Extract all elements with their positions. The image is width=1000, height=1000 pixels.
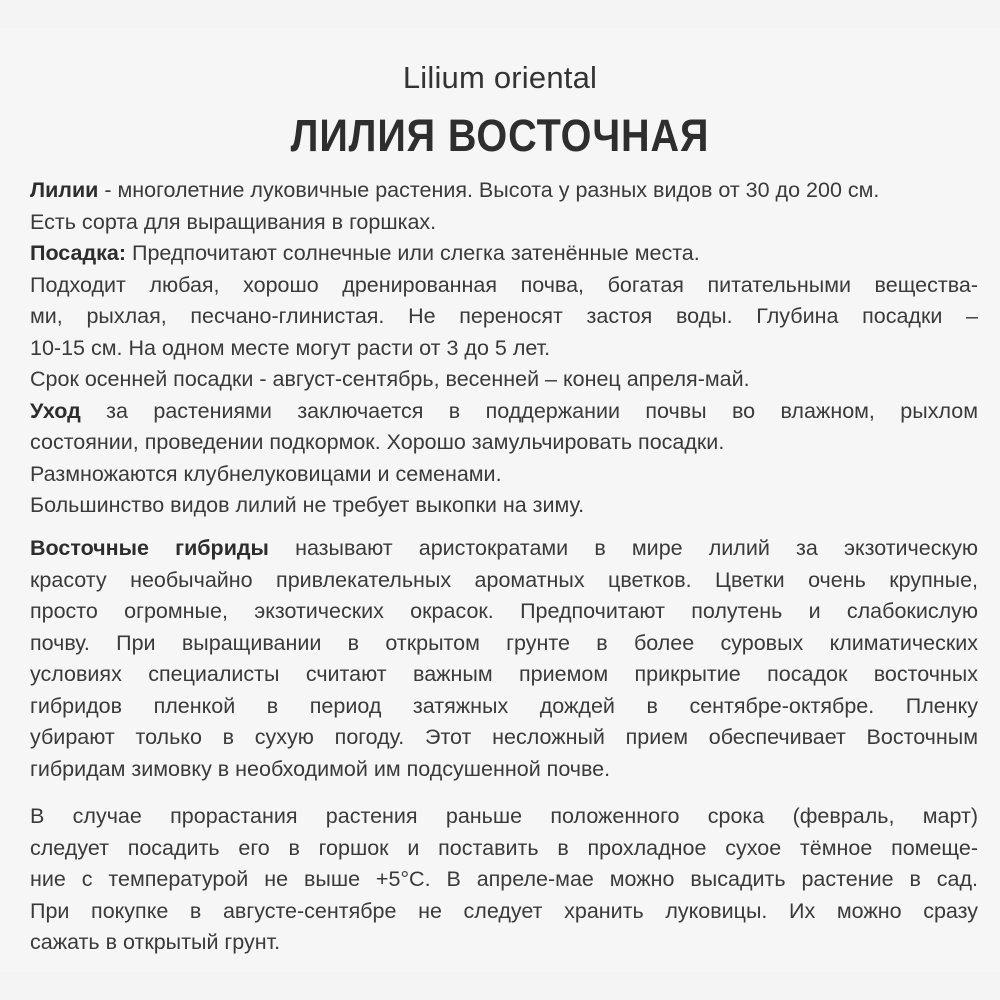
paragraph-line [30,175,978,207]
paragraph-line: состоянии, проведении подкормок. Хорошо замульчировать посадки. [30,430,725,454]
paragraph-line [30,238,978,270]
paragraph-line: убирают только в сухую погоду. Этот несложный прием обеспечивает Восточным [30,725,978,749]
paragraph-line: Большинство видов лилий не требует выкопки на зиму. [30,493,585,517]
paragraph-line: почву. При выращивании в открытом грунте в более суровых климатических [30,630,978,655]
posadka-label: Посадка: [30,241,127,265]
text-span: называют аристократами в мире лилий за экзотическую [268,536,978,560]
early-sprouting-section [30,801,978,959]
paragraph-line: гибридов пленкой в период затяжных дождей в сентябре-октябре. Пленку [30,693,978,718]
uhod-label: Уход [30,398,81,423]
text-span: - многолетние луковичные растения. Высота у разных видов от 30 до 200 см. [98,178,880,202]
paragraph-line: Срок осенней посадки - август-сентябрь, весенней – конец апреля-май. [30,367,750,391]
paragraph-line: В случае прорастания растения раньше положенного срока (февраль, март) [30,804,978,828]
paragraph-line: ние с температурой не выше +5°С. В апреле-мае можно высадить растение в сад. [30,867,978,891]
paragraph-line [30,396,978,428]
paragraph-line: сажать в открытый грунт. [30,930,281,954]
paragraph-line: Есть сорта для выращивания в горшках. [30,209,437,234]
text-span: Предпочитают солнечные или слегка затенённые места. [126,241,700,265]
description-section [30,175,978,522]
text-span: за растениями заключается в поддержании почвы во влажном, рыхлом [80,398,978,423]
page-title: ЛИЛИЯ ВОСТОЧНАЯ [290,110,710,161]
paragraph-line: 10-15 см. На одном месте могут расти от 3 до 5 лет. [30,335,551,360]
paragraph-line: условиях специалисты считают важным приемом прикрытие посадок восточных [30,662,978,686]
paragraph-line: гибридам зимовку в необходимой им подсушенной почве. [30,756,611,781]
latin-name: Lilium oriental [402,60,598,95]
paragraph-line: следует посадить его в горшок и поставить в прохладное сухое тёмное помеще- [30,835,978,860]
paragraph-line: просто огромные, экзотических окрасок. Предпочитают полутень и слабокислую [30,599,978,623]
hybrids-section [30,533,978,785]
paragraph-line [30,533,978,565]
paragraph-line: Подходит любая, хорошо дренированная почва, богатая питательными вещества- [30,272,978,297]
lilii-label: Лилии [30,178,99,202]
paragraph-line: ми, рыхлая, песчано-глинистая. Не переносят застоя воды. Глубина посадки – [30,304,978,328]
paragraph-line: красоту необычайно привлекательных ароматных цветков. Цветки очень крупные, [30,567,978,592]
paragraph-line: При покупке в августе-сентябре не следует хранить луковицы. Их можно сразу [30,898,978,923]
hybrids-label: Восточные гибриды [30,536,269,560]
paragraph-line: Размножаются клубнелуковицами и семенами. [30,461,502,486]
